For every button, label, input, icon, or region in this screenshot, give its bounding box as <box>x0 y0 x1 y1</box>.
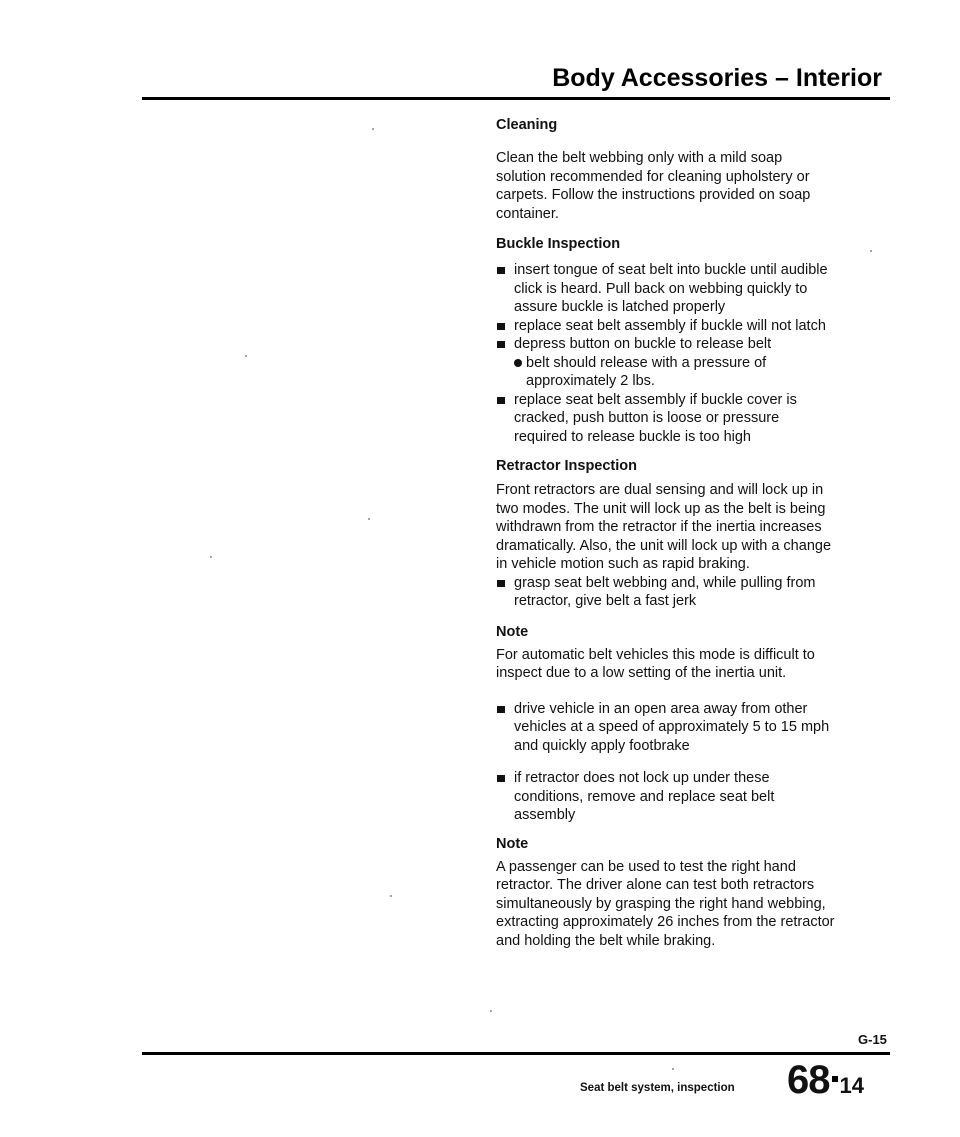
scan-speck <box>390 895 392 897</box>
buckle-item-1: insert tongue of seat belt into buckle until audible click is heard. Pull back on webbing quickly to assure buckle is latched properly <box>496 261 836 317</box>
scan-speck <box>870 250 872 252</box>
scan-speck <box>672 1068 674 1070</box>
footer-caption: Seat belt system, inspection <box>580 1082 735 1094</box>
step-item-2: if retractor does not lock up under these conditions, remove and replace seat belt assembly <box>496 769 836 825</box>
retractor-text: Front retractors are dual sensing and will lock up in two modes. The unit will lock up as the belt is being withdrawn from the retractor if the inertia increases dramatically. Also, the unit will lock up with a change in vehicle motion such as rapid braking. <box>496 482 832 572</box>
buckle-heading: Buckle Inspection <box>496 236 621 252</box>
content-column <box>496 117 836 950</box>
retractor-heading: Retractor Inspection <box>496 458 637 474</box>
retractor-list <box>496 574 836 611</box>
buckle-item-4: replace seat belt assembly if buckle cover is cracked, push button is loose or pressure required to release buckle is too high <box>496 391 836 447</box>
step-item-1: drive vehicle in an open area away from other vehicles at a speed of approximately 5 to 15 mph and quickly apply footbrake <box>496 700 836 756</box>
retractor-item: grasp seat belt webbing and, while pulling from retractor, give belt a fast jerk <box>496 574 836 611</box>
scan-speck <box>490 1010 492 1012</box>
steps-list-2 <box>496 769 836 825</box>
buckle-list <box>496 261 836 446</box>
note-1-text: For automatic belt vehicles this mode is difficult to inspect due to a low setting of the inertia unit. <box>496 646 815 681</box>
steps-list-1 <box>496 700 836 756</box>
note-2-heading: Note <box>496 835 529 852</box>
page-number-sub: 14 <box>839 1073 864 1098</box>
page-header-title: Body Accessories – Interior <box>552 64 882 92</box>
note-2-text: A passenger can be used to test the right hand retractor. The driver alone can test both retractors simultaneously by grasping the right hand webbing, extracting approximately 26 inches from the retractor and holding the belt while braking. <box>496 858 835 949</box>
cleaning-text: Clean the belt webbing only with a mild soap solution recommended for cleaning upholstery or carpets. Follow the instructions provided on soap container. <box>496 150 811 222</box>
footer-rule <box>142 1052 890 1055</box>
buckle-item-3: depress button on buckle to release belt <box>496 335 836 354</box>
page-number <box>787 1058 864 1103</box>
buckle-item-2: replace seat belt assembly if buckle will not latch <box>496 317 836 336</box>
scan-speck <box>368 518 370 520</box>
scan-speck <box>245 355 247 357</box>
cleaning-heading: Cleaning <box>496 117 558 133</box>
scan-speck <box>372 128 374 130</box>
note-1-heading: Note <box>496 623 529 640</box>
page-code: G-15 <box>858 1032 887 1047</box>
page-number-dot <box>832 1076 838 1082</box>
header-rule <box>142 97 890 100</box>
buckle-subitem: belt should release with a pressure of approximately 2 lbs. <box>496 354 836 391</box>
scan-speck <box>210 556 212 558</box>
page-number-main: 68 <box>787 1058 830 1102</box>
